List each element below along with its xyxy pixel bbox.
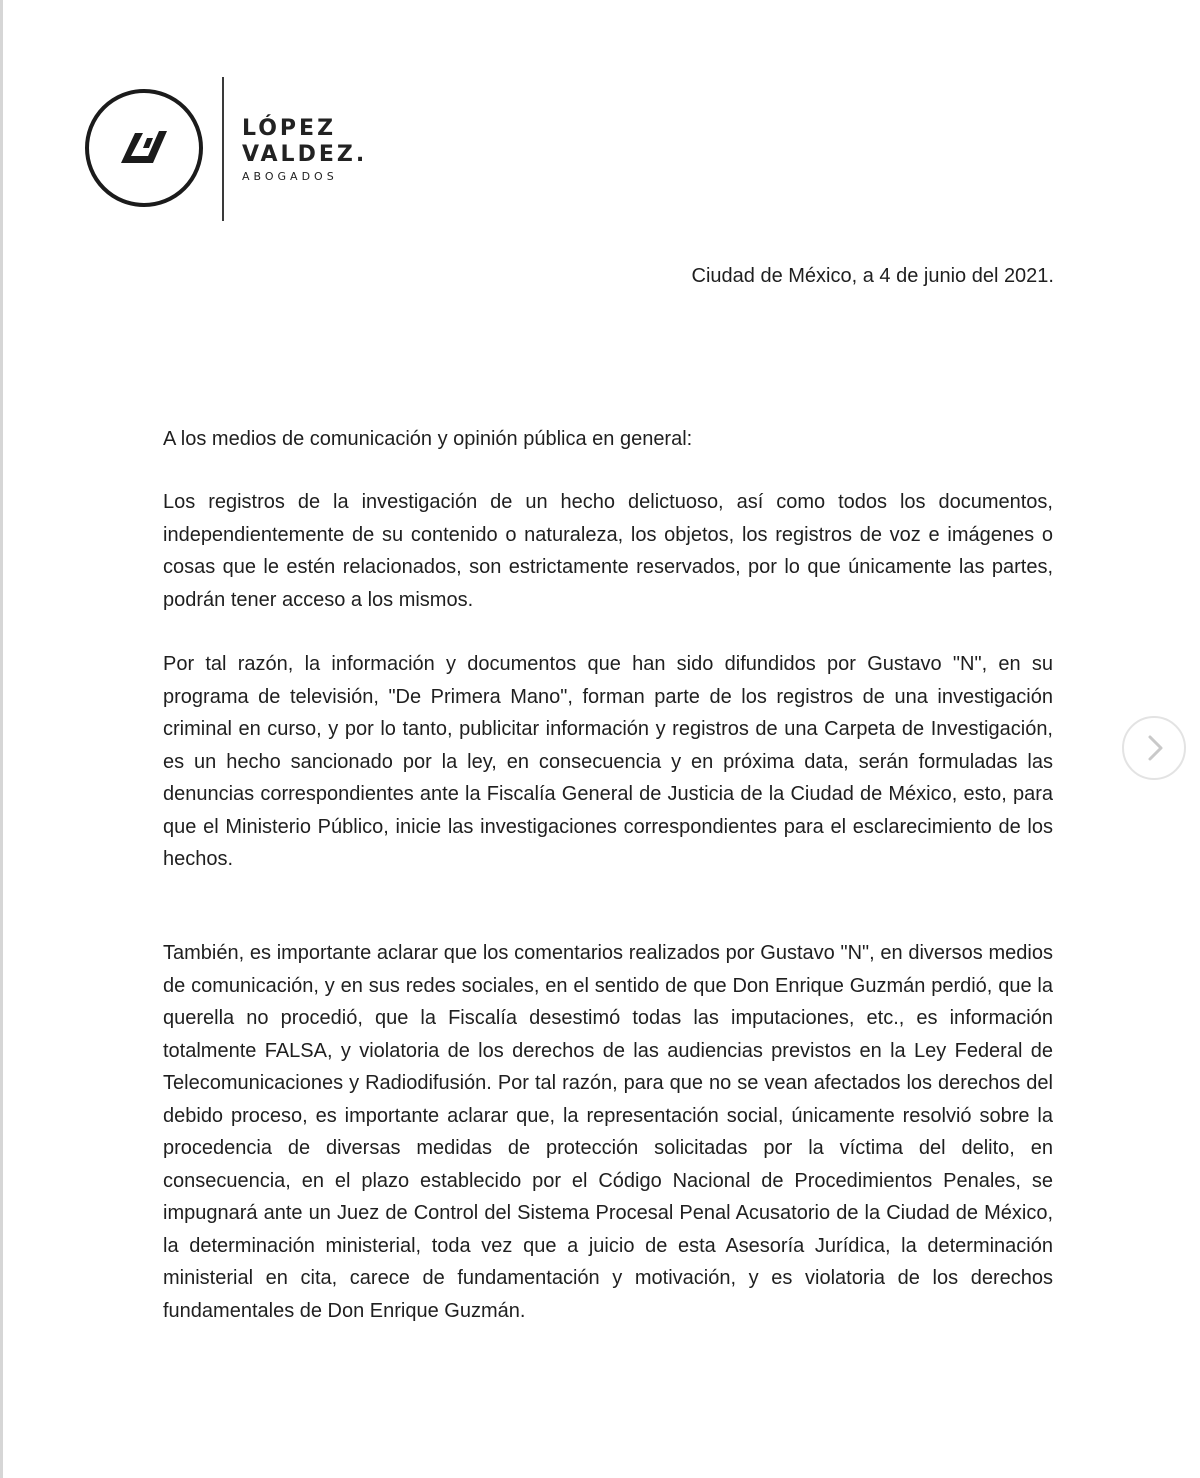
chevron-right-icon [1124, 718, 1184, 778]
page-edge [0, 0, 3, 1478]
salutation: A los medios de comunicación y opinión pública en general: [163, 428, 693, 450]
brand-name-line2: VALDEZ. [242, 142, 368, 167]
document-date: Ciudad de México, a 4 de junio del 2021. [691, 265, 1054, 287]
brand-name-line1: LÓPEZ [242, 116, 337, 141]
paragraph-3: También, es importante aclarar que los comentarios realizados por Gustavo "N", en diversos medios de comunicación, y en sus redes sociales, en el sentido de que Don Enrique Guzmán perdió, que la querella no procedió, que la Fiscalía desestimó todas las imputaciones, etc., es información totalmente FALSA, y violatoria de los derechos de las audiencias previstos en la Ley Federal de Telecomunicaciones y Radiodifusión. Por tal razón, para que no se vean afectados los derechos del debido proceso, es importante aclarar que, la representación social, únicamente resolvió sobre la procedencia de diversas medidas de protección solicitadas por la víctima del delito, en consecuencia, en el plazo establecido por el Código Nacional de Procedimientos Penales, se impugnará ante un Juez de Control del Sistema Procesal Penal Acusatorio de la Ciudad de México, la determinación ministerial, toda vez que a juicio de esta Asesoría Jurídica, la determinación ministerial en cita, carece de fundamentación y motivación, y es violatoria de los derechos fundamentales de Don Enrique Guzmán. [163, 942, 1053, 1322]
paragraph-1: Los registros de la investigación de un hecho delictuoso, así como todos los documentos, independientemente de su contenido o naturaleza, los objetos, los registros de voz e imágenes o cosas que le estén relacionados, son estrictamente reservados, por lo que únicamente las partes, podrán tener acceso a los mismos. [163, 491, 1053, 611]
lv-monogram-icon [85, 89, 203, 207]
brand-tagline: ABOGADOS [242, 170, 338, 183]
next-slide-button[interactable] [1122, 716, 1186, 780]
brand-wordmark [242, 116, 367, 185]
letterhead-divider [222, 77, 224, 221]
paragraph-2: Por tal razón, la información y documentos que han sido difundidos por Gustavo "N", en su programa de televisión, "De Primera Mano", forman parte de los registros de una investigación criminal en curso, y por lo tanto, publicitar información y registros de una Carpeta de Investigación, es un hecho sancionado por la ley, en consecuencia y en próxima data, serán formuladas las denuncias correspondientes ante la Fiscalía General de Justicia de la Ciudad de México, esto, para que el Ministerio Público, inicie las investigaciones correspondientes para el esclarecimiento de los hechos. [163, 653, 1053, 870]
